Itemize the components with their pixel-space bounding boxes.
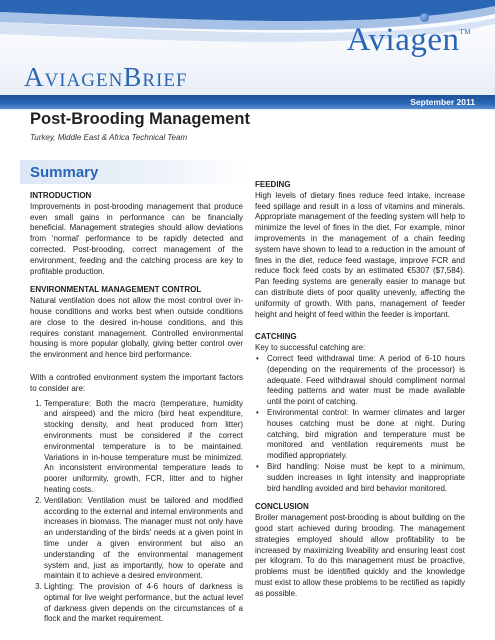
- environment-text: Natural ventilation does not allow the most control over in-house conditions and works best when outside conditions are close to the desired in-house conditions, and this requires constant management. Controlled environmental housing is more popular globally, giving better control over the environment and hence bird performance.: [30, 296, 243, 360]
- left-column: [30, 191, 243, 625]
- environment-factors-list: [30, 399, 243, 626]
- environment-factors-intro: With a controlled environment system the important factors to consider are:: [30, 372, 243, 393]
- catching-heading: CATCHING: [255, 332, 297, 342]
- right-column: [255, 180, 465, 603]
- intro-text: Improvements in post-brooding management that produce even small gains in performance can be financially beneficial. Management strategies should allow deviations from 'normal' performance to be rapidly detected and corrected. Post-brooding, correct management of the environment, feeding and the catching process are key to profitable production.: [30, 201, 243, 276]
- logo-dot-icon: [420, 13, 429, 22]
- list-item: • Environmental control: In warmer climates and larger houses catching must be done at night. During catching, bird migration and temperature must be monitored and ventilation requirements must be modified appropriately.: [267, 408, 465, 462]
- page-title: Post-Brooding Management: [30, 110, 251, 128]
- list-item: • Bird handling: Noise must be kept to a minimum, sudden increases in light intensity and inappropriate bird handling avoided and bird behavior monitored.: [267, 462, 465, 494]
- conclusion-heading: CONCLUSION: [255, 502, 309, 512]
- feeding-heading: FEEDING: [255, 180, 291, 189]
- publication-date: September 2011: [410, 97, 475, 107]
- environment-heading: ENVIRONMENTAL MANAGEMENT CONTROL: [30, 285, 202, 295]
- list-item: 1. Temperature: Both the macro (temperature, humidity and airspeed) and the micro (bird heat expenditure, stocking density, and heat produced from litter) environments must be considered if the correct environmental temperature is to be maintained. Variations in in-house temperature must be minimized. An inconsistent environmental temperature leads to poorer uniformity, growth, FCR, litter and to higher heating costs.: [44, 399, 243, 496]
- summary-heading: Summary: [30, 164, 99, 181]
- intro-heading: INTRODUCTION: [30, 191, 92, 200]
- page-subtitle: Turkey, Middle East & Africa Technical Team: [30, 133, 188, 142]
- list-item: 3. Lighting: The provision of 4-6 hours of darkness is optimal for live weight performance, but the actual level of darkness given depends on the circumstances of a flock and the market requirement.: [44, 582, 243, 625]
- catching-intro: Key to successful catching are:: [255, 343, 366, 353]
- conclusion-text: Broiler management post-brooding is about building on the good start achieved during brooding. The management strategies employed should allow profitability to be increased by maximizing liveability and ensuring least cost per kilogram. To do this management must be proactive, problems must be identified quickly and the knowledge must exist to allow these problems to be rectified as rapidly as possible.: [255, 513, 465, 598]
- list-item: 2. Ventilation: Ventilation must be tailored and modified according to the external and internal environments and increases in biomass. The manager must not only have an understanding of the birds' needs at a given point in time under a given environment but also an understanding of the environmental management system and, just as importantly, how to operate and maintain it to achieve a desired environment.: [44, 496, 243, 582]
- catching-list: [255, 354, 465, 494]
- list-item: • Correct feed withdrawal time: A period of 6-10 hours (depending on the requirements of the processor) is adequate. Feed withdrawal should compliment normal feeding patterns and water must be made available until the point of catching.: [267, 354, 465, 408]
- aviagen-logo: Aviagen™: [346, 22, 471, 58]
- aviagen-brief-wordmark: AviagenBrief: [24, 62, 188, 92]
- feeding-text: High levels of dietary fines reduce feed intake, increase feed spillage and result in a loss of vitamins and minerals. Appropriate management of the feeding system will help to minimize the level of fines in the diet. For example, minor improvements in the management of a chain feeding system have shown to lead to a reduction in the amount of fines in the diet, reduce feed wastage, improve FCR and reduce flock feed costs by an estimated €5307 ($7,584). Pan feeding systems are generally easier to manage but can distribute diets of poor quality unevenly, affecting the uniformity of growth. With pans, management of feeder height and height of feed within the feeder is important.: [255, 190, 465, 319]
